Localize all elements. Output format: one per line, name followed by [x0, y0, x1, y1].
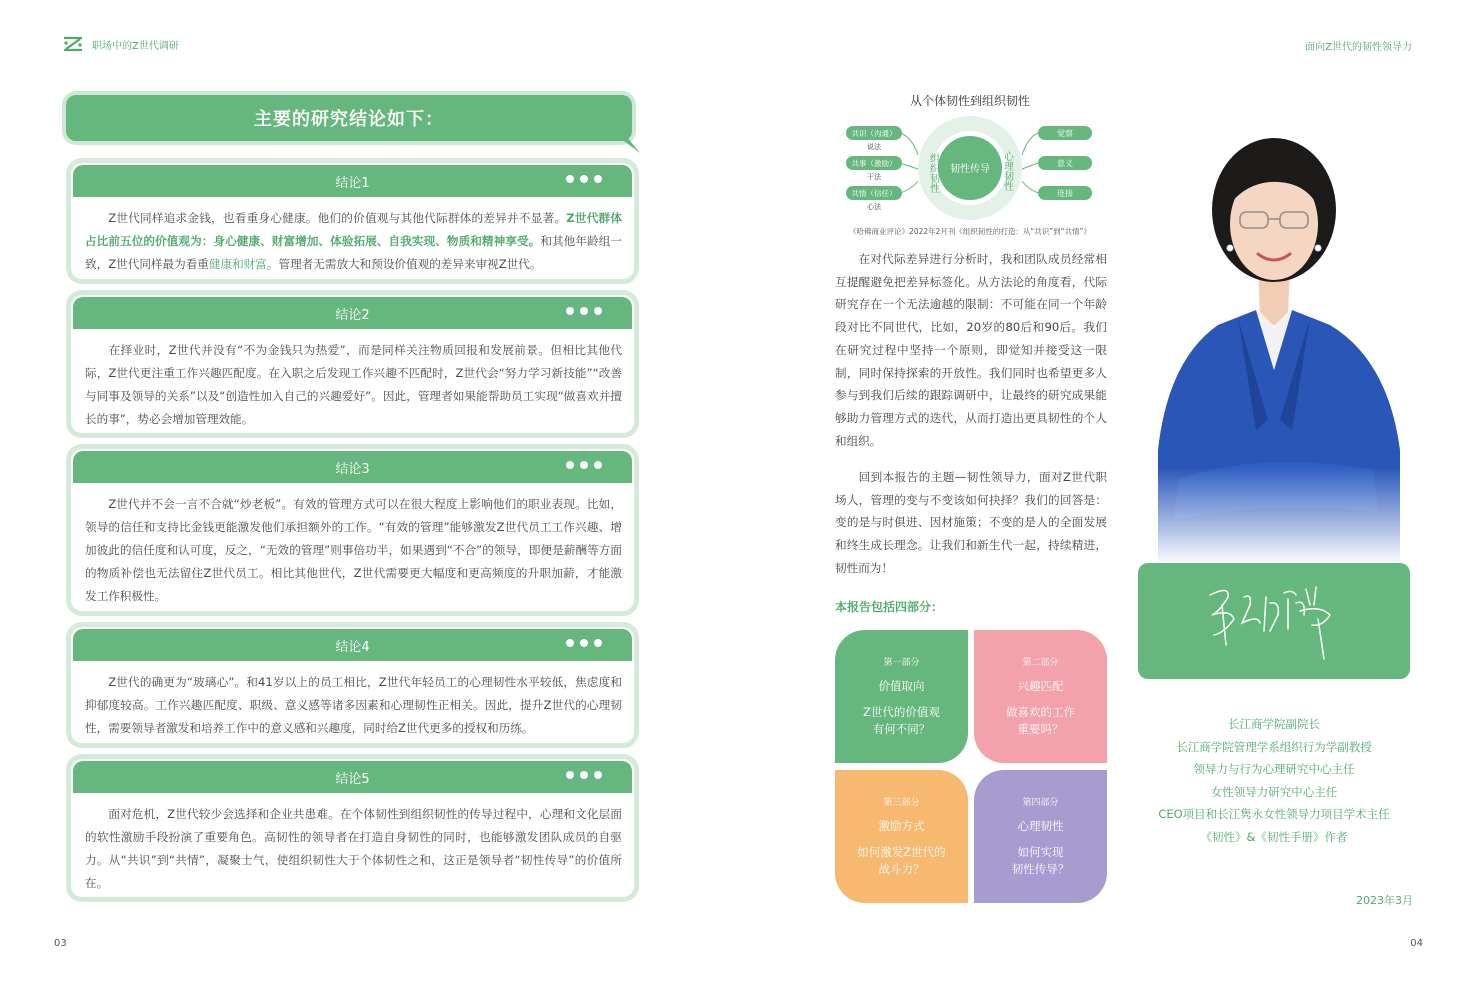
conclusion-card-4 [66, 622, 639, 748]
report-part-3 [835, 770, 968, 903]
pill-label: 共情（信任） [851, 189, 897, 198]
author-titles [1138, 713, 1410, 849]
part-number: 第四部分 [1022, 798, 1059, 808]
pill-label: 连接 [1057, 189, 1073, 198]
part-name: 价值取向 [878, 679, 925, 693]
highlight-values: Z世代群体占比前五位的价值观为：身心健康、财富增加、体验拓展、自我实现、物质和精神享受。 [85, 211, 622, 248]
dots-icon [566, 461, 602, 469]
part-name: 兴趣匹配 [1017, 679, 1064, 693]
part-question: Z世代的价值观 有何不同？ [863, 705, 940, 736]
conclusion-header [73, 297, 632, 329]
part-question: 如何激发Z世代的 战斗力？ [857, 845, 946, 876]
part-number: 第三部分 [883, 798, 920, 808]
diagram-title: 从个体韧性到组织韧性 [909, 94, 1030, 108]
conclusion-title: 结论4 [335, 639, 370, 655]
conclusion-title: 结论5 [335, 771, 370, 787]
report-parts-label: 本报告包括四部分： [835, 600, 944, 614]
pill-label: 意义 [1057, 159, 1073, 168]
pill-sublabel: 说法 [867, 143, 881, 151]
dots-icon [566, 771, 602, 779]
conclusion-text [71, 483, 634, 616]
left-arc-label: 组织韧性 [927, 153, 939, 193]
report-part-1 [835, 630, 968, 763]
page-number-left: 03 [54, 938, 67, 949]
text-run: 和其他年龄组一致，Z世代同样最为看重 [85, 234, 622, 271]
author-title-line: 长江商学院副院长 [1228, 717, 1320, 731]
author-title-line: 长江商学院管理学系组织行为学副教授 [1176, 739, 1372, 754]
body-paragraph-2 [835, 466, 1107, 580]
conclusion-header [73, 761, 632, 793]
report-part-2 [974, 630, 1107, 763]
pill-label: 共事（激励） [851, 159, 897, 168]
part-question: 如何实现 韧性传导？ [1011, 845, 1070, 876]
pill-label: 共识（沟通） [851, 129, 897, 138]
conclusion-card-1 [66, 158, 639, 284]
pill-sublabel: 心法 [867, 203, 881, 211]
author-title-line: 女性领导力研究中心主任 [1210, 784, 1338, 799]
author-title-line: 《韧性》&《韧性手册》作者 [1200, 829, 1348, 844]
conclusion-title: 结论3 [335, 461, 370, 477]
author-title-line: CEO项目和长江隽永女性领导力项目学术主任 [1158, 807, 1390, 822]
right-arc-label: 心理韧性 [1001, 151, 1013, 191]
running-title-left: 职场中的Z世代调研 [92, 40, 179, 52]
resilience-diagram [840, 115, 1100, 223]
part-name: 激励方式 [878, 819, 925, 833]
conclusion-text [71, 661, 634, 748]
conclusions-banner [66, 95, 632, 141]
dots-icon [566, 175, 602, 183]
author-signature [1200, 575, 1350, 665]
part-number: 第一部分 [883, 658, 920, 668]
author-portrait [1138, 120, 1410, 565]
pill-label: 觉察 [1057, 129, 1073, 138]
text-run: 在对代际差异进行分析时，我和团队成员经常相互提醒避免把差异标签化。从方法论的角度看，代际研究存在一个无法逾越的限制：不可能在同一个年龄段对比不同世代，比如，20岁的80后和90后。我们在研究过程中坚持一个原则，即觉知并接受这一限制，同时保持探索的开放性。我们同时也希望更多人参与到我们后续的跟踪调研中，让最终的研究成果能够助力管理方式的迭代，从而打造出更具韧性的个人和组织。 [835, 252, 1107, 448]
body-paragraph-1 [835, 248, 1107, 452]
page-number-right: 04 [1410, 938, 1423, 949]
publish-date: 2023年3月 [1356, 894, 1413, 907]
banner-title: 主要的研究结论如下： [254, 109, 444, 130]
text-run: 。管理者无需放大和预设价值观的差异来审视Z世代。 [266, 257, 542, 271]
brand-logo-icon [62, 34, 84, 54]
running-title-right: 面向Z世代的韧性领导力 [1305, 42, 1412, 53]
conclusion-header [73, 451, 632, 483]
diagram-caption: 《哈佛商业评论》2022年2月刊《组织韧性的打造：从“共识”到“共情”》 [849, 227, 1091, 236]
conclusion-text [71, 197, 634, 284]
conclusion-text [71, 329, 634, 438]
text-run: 回到本报告的主题—韧性领导力，面对Z世代职场人，管理的变与不变该如何抉择？我们的回答是：变的是与时俱进、因材施策；不变的是人的全面发展和终生成长理念。让我们和新生代一起，持续精进，韧性而为！ [835, 470, 1107, 575]
highlight-health-wealth: 健康和财富 [208, 257, 267, 271]
dots-icon [566, 639, 602, 647]
conclusion-header [73, 165, 632, 197]
text-run: 面对危机，Z世代较少会选择和企业共患难。在个体韧性到组织韧性的传导过程中，心理和文化层面的软性激励手段扮演了重要角色。高韧性的领导者在打造自身韧性的同时，也能够激发团队成员的自驱力。从“共识”到“共情”，凝聚士气，使组织韧性大于个体韧性之和，这正是领导者“韧性传导”的价值所在。 [85, 807, 622, 890]
conclusion-title: 结论2 [335, 307, 370, 323]
conclusion-title: 结论1 [335, 175, 370, 191]
author-title-line: 领导力与行为心理研究中心主任 [1193, 762, 1355, 777]
conclusion-text [71, 793, 634, 902]
part-question: 做喜欢的工作 重要吗？ [1006, 705, 1075, 736]
brand-header [62, 34, 179, 54]
text-run: 在择业时，Z世代并没有“不为金钱只为热爱”，而是同样关注物质回报和发展前景。但相比其他代际，Z世代更注重工作兴趣匹配度。在入职之后发现工作兴趣不匹配时，Z世代会“努力学习新技能”“改善与同事及领导的关系”以及“创造性加入自己的兴趣爱好”。因此，管理者如果能帮助员工实现“做喜欢并擅长的事”，势必会增加管理效能。 [85, 343, 622, 426]
text-run: Z世代同样追求金钱，也看重身心健康。他们的价值观与其他代际群体的差异并不显著。 [108, 211, 567, 225]
dots-icon [566, 307, 602, 315]
conclusion-header [73, 629, 632, 661]
center-label: 韧性传导 [950, 164, 990, 175]
conclusion-card-3 [66, 444, 639, 616]
text-run: Z世代的确更为“玻璃心”。和41岁以上的员工相比，Z世代年轻员工的心理韧性水平较低，焦虑度和抑郁度较高。工作兴趣匹配度、职级、意义感等诸多因素和心理韧性正相关。因此，提升Z世代的心理韧性，需要领导者激发和培养工作中的意义感和兴趣度，同时给Z世代更多的授权和历练。 [85, 675, 622, 735]
conclusion-card-5 [66, 754, 639, 902]
conclusion-card-2 [66, 290, 639, 438]
part-number: 第二部分 [1022, 658, 1059, 668]
banner-tail-decoration [614, 121, 642, 155]
pill-sublabel: 干法 [867, 173, 881, 181]
text-run: Z世代并不会一言不合就“炒老板”。有效的管理方式可以在很大程度上影响他们的职业表现。比如，领导的信任和支持比金钱更能激发他们承担额外的工作。“有效的管理”能够激发Z世代员工工作兴趣、增加彼此的信任度和认可度，反之，“无效的管理”则事倍功半，如果遇到“不合”的领导，即便是薪酬等方面的物质补偿也无法留住Z世代员工。相比其他世代，Z世代需要更大幅度和更高频度的升职加薪，才能激发工作积极性。 [85, 497, 622, 603]
report-part-4 [974, 770, 1107, 903]
part-name: 心理韧性 [1017, 819, 1064, 833]
